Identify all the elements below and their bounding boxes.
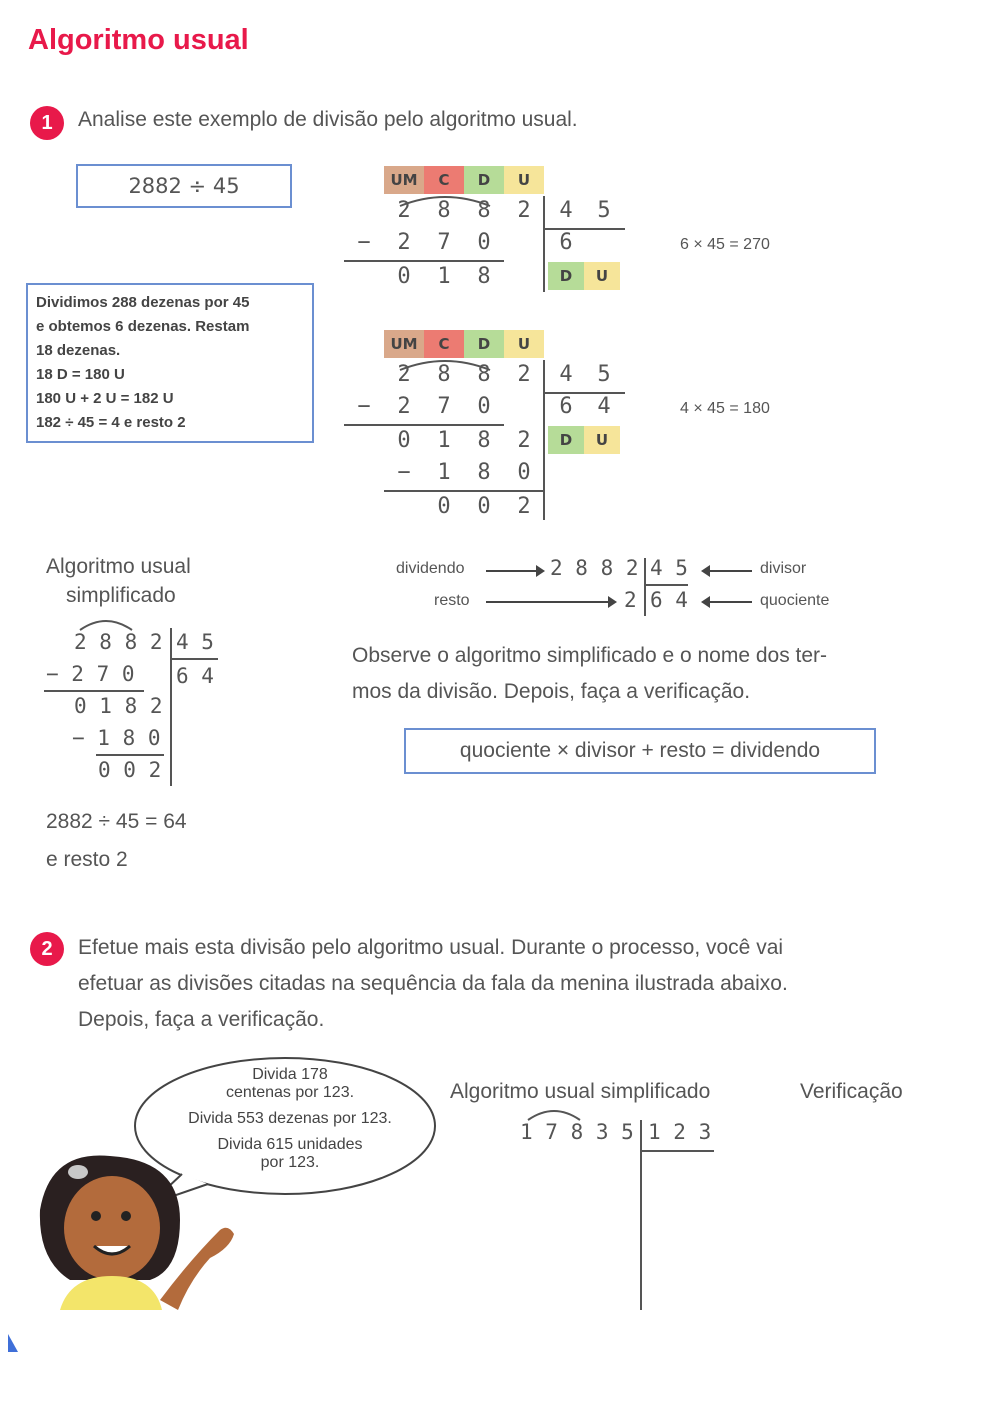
corner-mark	[8, 1334, 18, 1352]
division-box: 2882 ÷ 45	[76, 164, 292, 208]
label-divisor: divisor	[760, 560, 807, 577]
q2-verification-title: Verificação	[800, 1080, 903, 1103]
digit: 0	[517, 460, 531, 485]
label-resto: resto	[434, 592, 470, 609]
label-quociente: quociente	[760, 592, 830, 609]
simplified-quotient: 6 4	[176, 664, 214, 688]
step-2-note: 4 × 45 = 180	[680, 400, 770, 417]
terms-rest: 2	[624, 588, 637, 612]
digit: 0	[477, 394, 491, 419]
digit: 1	[437, 460, 451, 485]
simplified-row-5: 0 0 2	[98, 758, 162, 782]
explanation-box	[26, 283, 314, 443]
digit: 8	[477, 198, 491, 223]
question-2-instruction-1: Efetue mais esta divisão pelo algoritmo usual. Durante o processo, você vai	[78, 936, 784, 959]
label-dividendo: dividendo	[396, 560, 465, 577]
digit: 7	[437, 230, 451, 255]
divisor-digit: 5	[597, 198, 611, 223]
simplified-result-1: 2882 ÷ 45 = 64	[46, 810, 187, 833]
simplified-divisor: 4 5	[176, 630, 214, 654]
q2-algorithm-title: Algoritmo usual simplificado	[450, 1080, 711, 1103]
minus-sign: −	[357, 230, 371, 255]
digit: 2	[397, 230, 411, 255]
simplified-row-4: − 1 8 0	[72, 726, 161, 750]
question-2-badge: 2	[30, 932, 64, 966]
digit: 8	[437, 198, 451, 223]
question-1-instruction: Analise este exemplo de divisão pelo algoritmo usual.	[78, 108, 578, 131]
digit: 2	[397, 394, 411, 419]
simplified-row-1: 2 8 8 2	[74, 630, 163, 654]
page-title: Algoritmo usual	[28, 24, 249, 56]
simplified-row-3: 0 1 8 2	[74, 694, 163, 718]
terms-dividend: 2 8 8 2	[550, 556, 639, 580]
formula-box: quociente × divisor + resto = dividendo	[404, 728, 876, 774]
digit: 2	[517, 494, 531, 519]
terms-quotient: 6 4	[650, 588, 688, 612]
divisor-digit: 4	[559, 198, 573, 223]
explanation-line: 18 dezenas.	[36, 342, 121, 359]
header-um: UM	[384, 166, 424, 194]
q2-divisor: 1 2 3	[648, 1120, 712, 1144]
digit: 7	[437, 394, 451, 419]
digit: 2	[517, 198, 531, 223]
header-um: UM	[384, 330, 424, 358]
quotient-digit: 4	[597, 394, 611, 419]
step-1-note: 6 × 45 = 270	[680, 236, 770, 253]
digit: 1	[437, 264, 451, 289]
explanation-line: 18 D = 180 U	[36, 366, 125, 383]
observe-line-2: mos da divisão. Depois, faça a verificação.	[352, 680, 751, 703]
digit: 2	[517, 428, 531, 453]
digit: 2	[397, 198, 411, 223]
simplified-title-1: Algoritmo usual	[46, 555, 191, 578]
header-c: C	[424, 330, 464, 358]
simplified-title-2: simplificado	[66, 584, 176, 607]
quotient-digit: 6	[559, 230, 573, 255]
header-u: U	[504, 166, 544, 194]
quotient-header-d: D	[548, 262, 584, 290]
arrow-right-icon	[486, 570, 538, 572]
digit: 8	[477, 264, 491, 289]
quotient-digit: 6	[559, 394, 573, 419]
question-2-instruction-2: efetuar as divisões citadas na sequência da fala da menina ilustrada abaixo.	[78, 972, 788, 995]
digit: 8	[437, 362, 451, 387]
simplified-result-2: e resto 2	[46, 848, 128, 871]
arrow-left-icon	[708, 570, 752, 572]
quotient-header-d: D	[548, 426, 584, 454]
observe-line-1: Observe o algoritmo simplificado e o nome dos ter-	[352, 644, 828, 667]
arrow-right-icon	[486, 601, 610, 603]
explanation-line: e obtemos 6 dezenas. Restam	[36, 318, 250, 335]
minus-sign: −	[397, 460, 411, 485]
digit: 2	[397, 362, 411, 387]
terms-divisor: 4 5	[650, 556, 688, 580]
bubble-line: centenas por 123.	[225, 1084, 355, 1101]
minus-sign: −	[357, 394, 371, 419]
quotient-header-u: U	[584, 262, 620, 290]
divisor-digit: 4	[559, 362, 573, 387]
question-1-badge: 1	[30, 106, 64, 140]
header-c: C	[424, 166, 464, 194]
quotient-header-u: U	[584, 426, 620, 454]
digit: 2	[517, 362, 531, 387]
digit: 0	[437, 494, 451, 519]
simplified-row-2: − 2 7 0	[46, 662, 135, 686]
girl-illustration	[30, 1150, 250, 1310]
digit: 0	[397, 264, 411, 289]
arrow-left-icon	[708, 601, 752, 603]
bubble-line: Divida 553 dezenas por 123.	[188, 1110, 392, 1127]
digit: 1	[437, 428, 451, 453]
explanation-line: 182 ÷ 45 = 4 e resto 2	[36, 414, 186, 431]
digit: 0	[397, 428, 411, 453]
digit: 0	[477, 494, 491, 519]
header-u: U	[504, 330, 544, 358]
digit: 8	[477, 362, 491, 387]
bubble-line: Divida 178	[252, 1066, 328, 1083]
header-d: D	[464, 330, 504, 358]
divisor-digit: 5	[597, 362, 611, 387]
explanation-line: 180 U + 2 U = 182 U	[36, 390, 174, 407]
digit: 0	[477, 230, 491, 255]
header-d: D	[464, 166, 504, 194]
explanation-line: Dividimos 288 dezenas por 45	[36, 294, 250, 311]
q2-dividend: 1 7 8 3 5	[520, 1120, 634, 1144]
bubble-line: Divida 615 unidades	[217, 1136, 363, 1153]
question-2-instruction-3: Depois, faça a verificação.	[78, 1008, 325, 1031]
digit: 8	[477, 460, 491, 485]
digit: 8	[477, 428, 491, 453]
bubble-line: por 123.	[260, 1154, 320, 1171]
